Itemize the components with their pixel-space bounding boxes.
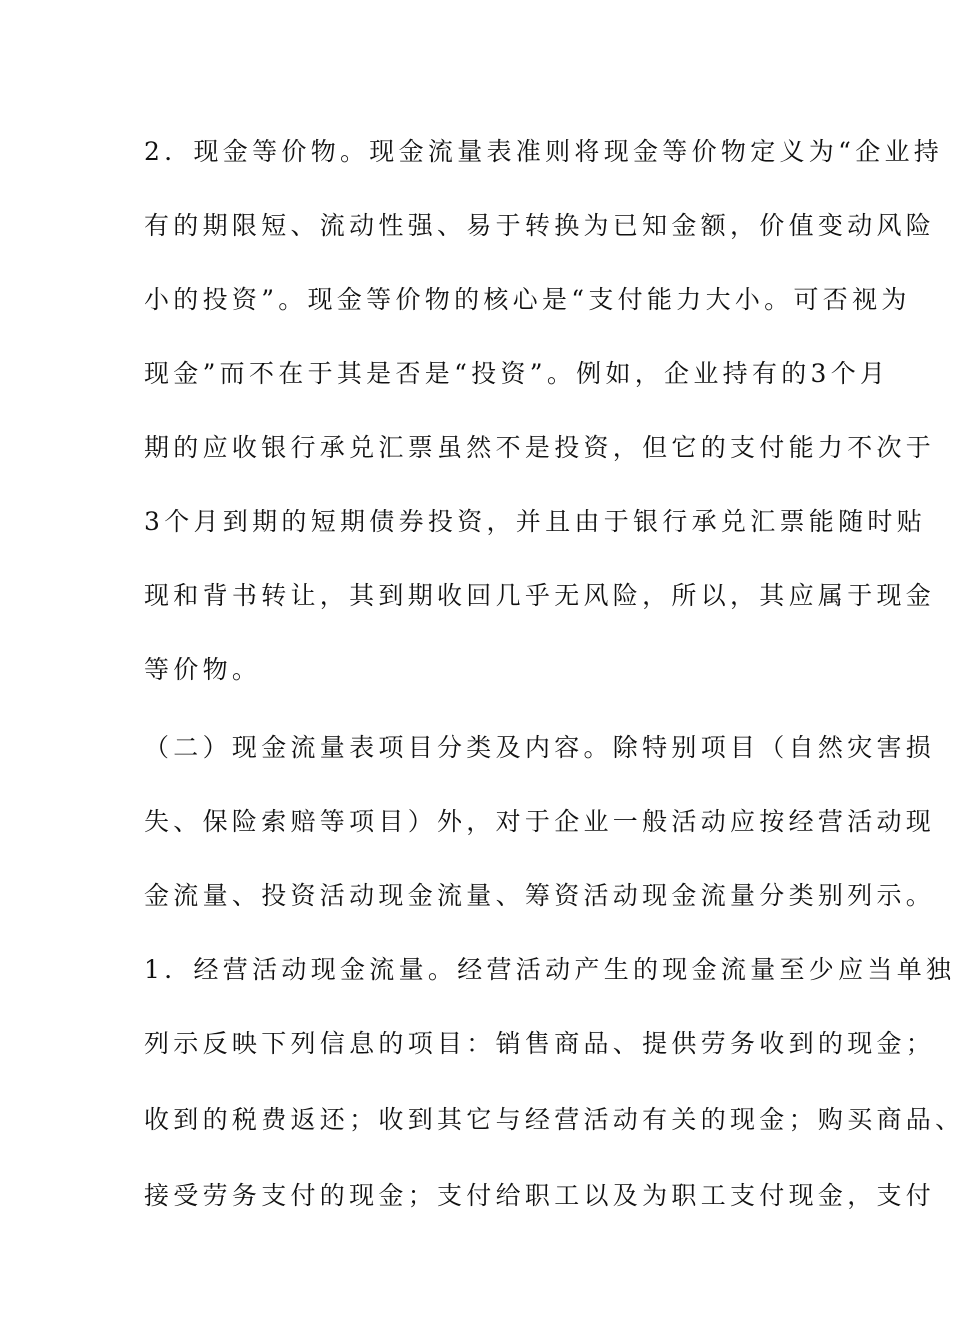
text-line: 3个月到期的短期债券投资，并且由于银行承兑汇票能随时贴 xyxy=(144,507,927,536)
text-line: 金流量、投资活动现金流量、筹资活动现金流量分类别列示。 xyxy=(144,881,936,910)
text-line: 现和背书转让，其到期收回几乎无风险，所以，其应属于现金 xyxy=(144,581,936,610)
text-line: 接受劳务支付的现金；支付给职工以及为职工支付现金，支付 xyxy=(144,1181,936,1210)
text-line: 小的投资”。现金等价物的核心是“支付能力大小。可否视为 xyxy=(144,285,911,314)
text-line: 列示反映下列信息的项目：销售商品、提供劳务收到的现金； xyxy=(144,1029,936,1058)
section-heading-line: （二）现金流量表项目分类及内容。除特别项目（自然灾害损 xyxy=(144,733,936,762)
text-line: 期的应收银行承兑汇票虽然不是投资，但它的支付能力不次于 xyxy=(144,433,936,462)
text-line: 2．现金等价物。现金流量表准则将现金等价物定义为“企业持 xyxy=(144,137,944,166)
text-line: 失、保险索赔等项目）外，对于企业一般活动应按经营活动现 xyxy=(144,807,936,836)
text-line: 1．经营活动现金流量。经营活动产生的现金流量至少应当单独 xyxy=(144,955,956,984)
text-line: 有的期限短、流动性强、易于转换为已知金额，价值变动风险 xyxy=(144,211,936,240)
text-line: 现金”而不在于其是否是“投资”。例如，企业持有的3个月 xyxy=(144,359,890,388)
text-line: 收到的税费返还；收到其它与经营活动有关的现金；购买商品、 xyxy=(144,1105,964,1134)
text-line: 等价物。 xyxy=(144,655,262,684)
